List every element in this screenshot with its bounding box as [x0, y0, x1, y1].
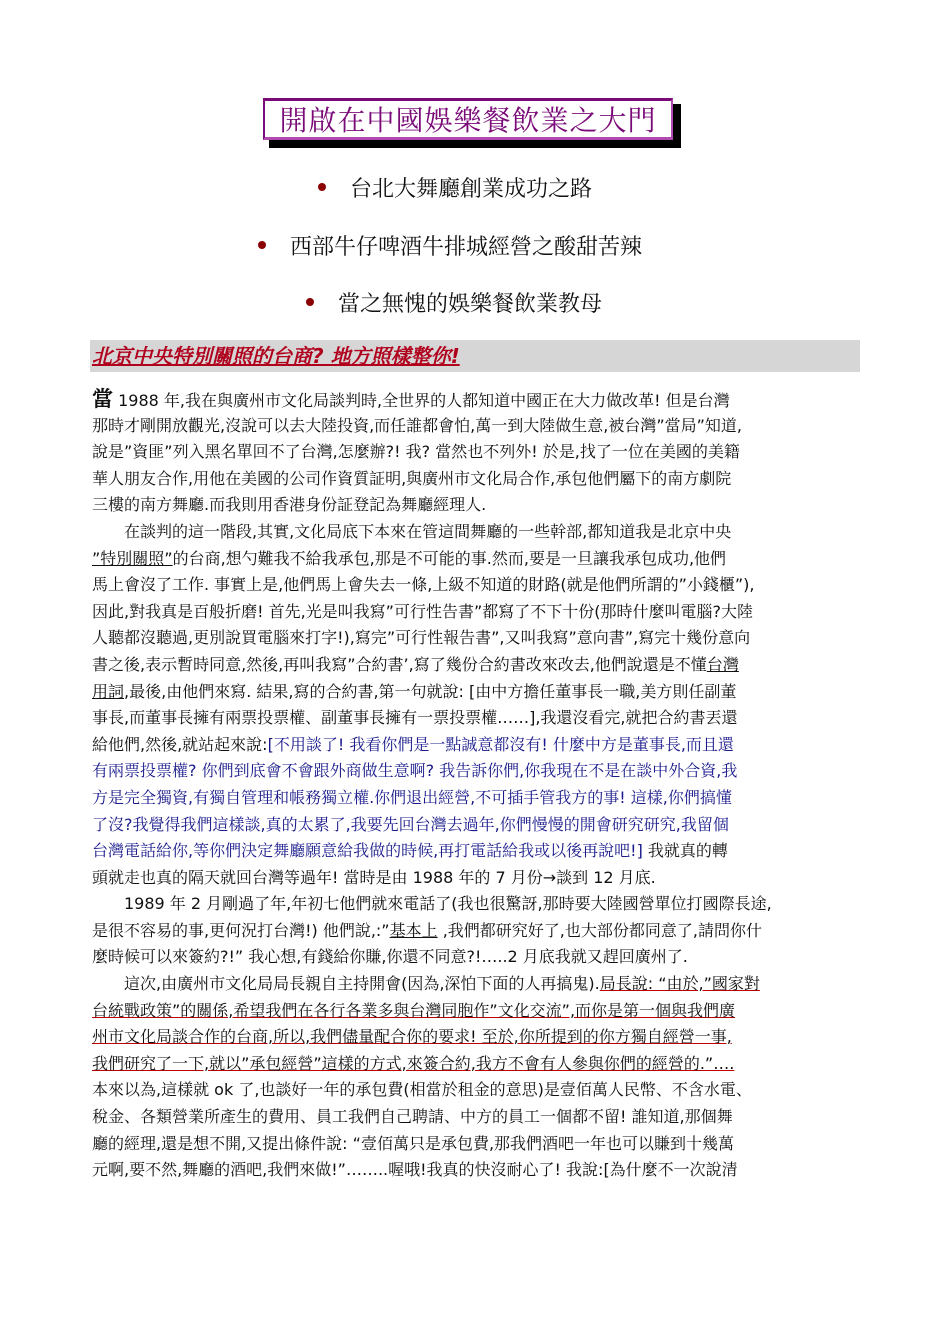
- red-underlined-line: 台統戰政策”的關係,希望我們在各行各業多與台灣同胞作”文化交流”,而你是第一個與我們廣: [92, 1000, 736, 1020]
- title-frame: [263, 98, 683, 150]
- text-line: 華人朋友合作,用他在美國的公司作資質証明,與廣州市文化局合作,承包他們屬下的南方劇院: [92, 468, 732, 488]
- blue-quote-line: 了沒?我覺得我們這樣談,真的太累了,我要先回台灣去過年,你們慢慢的開會研究研究,我留個: [92, 814, 729, 834]
- text-span: 這次,由廣州市文化局局長親自主持開會(因為,深怕下面的人再搞鬼).: [92, 974, 600, 994]
- bullet-text: 台北大舞廳創業成功之路: [350, 177, 593, 202]
- text-line: 稅金、各類營業所產生的費用、員工我們自己聘請、中方的員工一個都不留! 誰知道,那個舞: [92, 1107, 733, 1127]
- underlined-text: ”特別關照”: [92, 548, 173, 568]
- text-span: 1988 年,我在與廣州市文化局談判時,全世界的人都知道中國正在大力做改革! 但是台灣: [113, 391, 730, 410]
- title-box: [263, 98, 673, 140]
- blue-quote: [不用談了! 我看你們是一點誠意都沒有! 什麼中方是董事長,而且還: [267, 734, 734, 754]
- text-line: 麼時候可以來簽約?!” 我心想,有錢給你賺,你還不同意?!…..2 月底我就又趕回廣州了.: [92, 947, 688, 967]
- text-line: 在談判的這一階段,其實,文化局底下本來在管這間舞廳的一些幹部,都知道我是北京中央: [92, 521, 732, 541]
- text-line: 廳的經理,還是想不開,又提出條件說: “壹佰萬只是承包費,那我們酒吧一年也可以賺到十幾萬: [92, 1133, 735, 1153]
- text-line: [92, 652, 864, 679]
- blue-quote: 台灣電話給你,等你們決定舞廳願意給我做的時候,再打電話給我或以後再說吧!]: [92, 841, 643, 861]
- text-line: [92, 732, 864, 759]
- text-line: 那時才剛開放觀光,沒說可以去大陸投資,而任誰都會怕,萬一到大陸做生意,被台灣”當局”知道,: [92, 415, 743, 435]
- text-span: 書之後,表示暫時同意,然後,再叫我寫”合約書’,寫了幾份合約書改來改去,他們說還是不懂: [92, 654, 707, 674]
- text-line: [92, 838, 864, 865]
- text-line: 本來以為,這樣就 ok 了,也談好一年的承包費(相當於租金的意思)是壹佰萬人民幣、不含水電、: [92, 1080, 752, 1100]
- underlined-text: 台灣: [706, 654, 739, 674]
- section-heading: 北京中央特別關照的台商? 地方照樣整你!: [92, 344, 460, 368]
- text-line: [92, 971, 864, 998]
- underlined-text: 基本上: [389, 920, 438, 940]
- bullet-item: [306, 287, 602, 318]
- blue-quote-line: 方是完全獨資,有獨自管理和帳務獨立權.你們退出經營,不可插手管我方的事! 這樣,你們搞懂: [92, 787, 732, 807]
- text-line: 三樓的南方舞廳.而我則用香港身份証登記為舞廳經理人.: [92, 495, 487, 515]
- bullet-dot-icon: [258, 241, 266, 249]
- text-span: 是很不容易的事,更何況打台灣!) 他們說,:”: [92, 920, 390, 940]
- bullet-item: [318, 172, 592, 203]
- text-span: 我就真的轉: [642, 841, 728, 861]
- bullet-dot-icon: [318, 183, 326, 191]
- text-span: ,最後,由他們來寫. 結果,寫的合約書,第一句就說: [由中方擔任董事長一職,美方則任副董: [124, 681, 737, 701]
- text-line: [92, 386, 864, 413]
- text-line: 人聽都沒聽過,更別說買電腦來打字!),寫完”可行性報告書”,又叫我寫”意向書”,寫完十幾份意向: [92, 628, 751, 648]
- text-line: 頭就走也真的隔天就回台灣等過年! 當時是由 1988 年的 7 月份→談到 12 月底.: [92, 867, 656, 887]
- red-underlined-line: 我們研究了一下,就以”承包經營”這樣的方式,來簽合約,我方不會有人參與你們的經營的.”….: [92, 1053, 735, 1073]
- bullet-item: [258, 230, 642, 261]
- bullet-text: 西部牛仔啤酒牛排城經營之酸甜苦辣: [290, 235, 643, 260]
- text-line: 因此,對我真是百般折磨! 首先,光是叫我寫”可行性告書”都寫了不下十份(那時什麼叫電腦?大陸: [92, 601, 753, 621]
- text-line: 1989 年 2 月剛過了年,年初七他們就來電話了(我也很驚訝,那時要大陸國營單位打國際長途,: [92, 894, 772, 914]
- bullet-text: 當之無愧的娛樂餐飲業教母: [338, 292, 603, 317]
- text-line: 說是”資匪”列入黑名單回不了台灣,怎麼辦?! 我? 當然也不列外! 於是,找了一位在美國的美籍: [92, 442, 740, 462]
- text-span: ,我們都研究好了,也大部份都同意了,請問你什: [437, 920, 762, 940]
- bullet-dot-icon: [306, 298, 314, 306]
- red-underlined-line: 州市文化局談合作的台商,所以,我們儘量配合你的要求! 至於,你所提到的你方獨自經營一事,: [92, 1027, 732, 1047]
- text-line: [92, 679, 864, 706]
- text-line: 馬上會沒了工作. 事實上是,他們馬上會失去一條,上級不知道的財路(就是他們所謂的”小錢櫃”),: [92, 575, 755, 595]
- text-span: 的台商,想勺難我不給我承包,那是不可能的事.然而,要是一旦讓我承包成功,他們: [172, 548, 727, 568]
- text-line: [92, 546, 864, 573]
- body-text: [92, 386, 864, 1184]
- blue-quote-line: 有兩票投票權? 你們到底會不會跟外商做生意啊? 我告訴你們,你我現在不是在談中外合資,我: [92, 761, 738, 781]
- red-underlined-text: 局長說: “由於,”國家對: [599, 974, 760, 994]
- underlined-text: 用詞: [92, 681, 125, 701]
- text-line: 事長,而董事長擁有兩票投票權、副董事長擁有一票投票權……],我還沒看完,就把合約書丟還: [92, 708, 738, 728]
- dropcap: 當: [92, 387, 113, 411]
- text-line: [92, 918, 864, 945]
- text-line: 元啊,要不然,舞廳的酒吧,我們來做!”……..喔哦!我真的快沒耐心了! 我說:[為什麼不一次說清: [92, 1160, 738, 1180]
- document-title: 開啟在中國娛樂餐飲業之大門: [279, 104, 657, 137]
- text-span: 給他們,然後,就站起來說:: [92, 734, 268, 754]
